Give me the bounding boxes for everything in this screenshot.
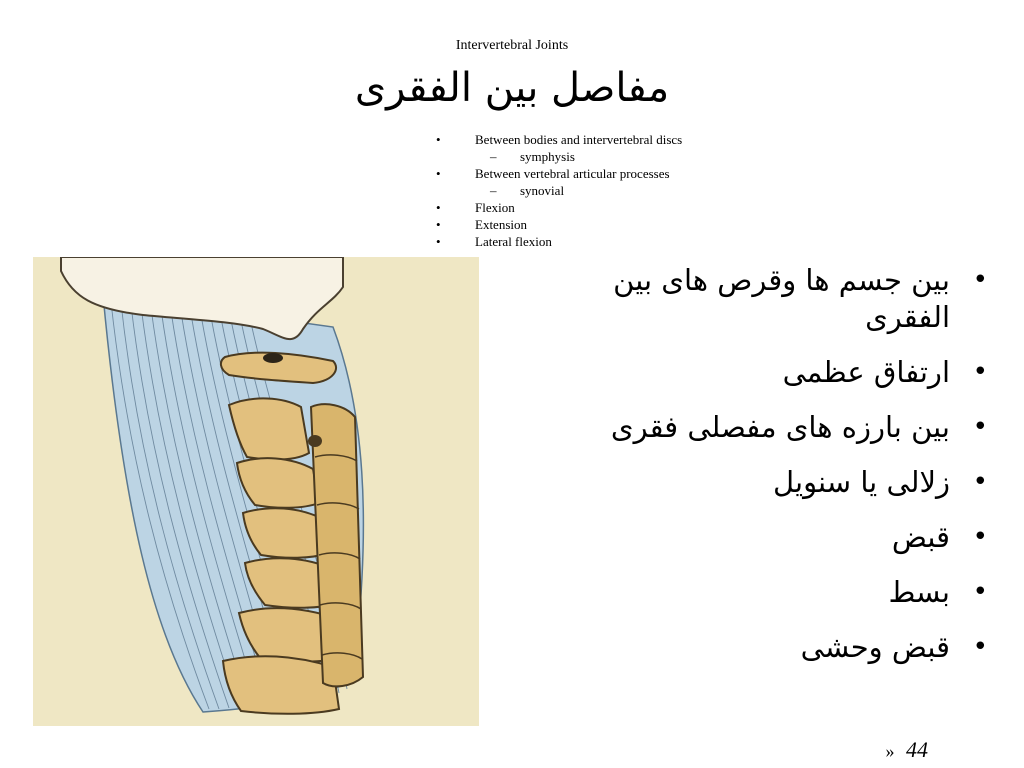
bullet-marker: • xyxy=(436,166,441,181)
list-item-text: Extension xyxy=(475,217,527,232)
list-item xyxy=(552,464,992,501)
bullet-marker: • xyxy=(436,217,441,232)
page-number: 44 xyxy=(906,737,928,762)
list-item-text: زلالی يا سنويل xyxy=(773,465,950,499)
bullet-marker: • xyxy=(436,200,441,215)
bullet-marker: • xyxy=(972,265,988,295)
bullet-marker: • xyxy=(972,632,988,662)
bullet-marker: • xyxy=(436,234,441,249)
bullet-marker: • xyxy=(972,412,988,442)
list-item xyxy=(552,409,992,446)
list-item xyxy=(552,354,992,391)
slide-subtitle: Intervertebral Joints xyxy=(455,38,569,53)
list-item-text: Flexion xyxy=(475,200,515,215)
cervical-spine-illustration xyxy=(33,257,479,726)
next-arrow-icon[interactable]: » xyxy=(885,741,895,761)
list-item-text: symphysis xyxy=(520,149,575,164)
list-item-text: قبض xyxy=(891,520,950,554)
list-item-text: Between bodies and intervertebral discs xyxy=(475,132,683,147)
foramen xyxy=(308,435,322,447)
list-item-text: قبض وحشی xyxy=(800,630,950,664)
dash-marker: – xyxy=(490,183,497,198)
list-item-text: ارتفاق عظمی xyxy=(782,355,950,389)
list-item-text: بين جسم ها وقرص های بين الفقری xyxy=(613,263,950,334)
dash-marker: – xyxy=(490,149,497,164)
bullet-marker: • xyxy=(972,357,988,387)
bullet-marker: • xyxy=(972,577,988,607)
cervical-spine-drawing xyxy=(33,257,479,726)
joint-shadow xyxy=(263,353,283,363)
bullet-marker: • xyxy=(972,467,988,497)
list-item-text: Between vertebral articular processes xyxy=(475,166,670,181)
list-item xyxy=(552,262,992,336)
list-item xyxy=(552,519,992,556)
list-item-text: synovial xyxy=(520,183,565,198)
slide-title: مفاصل بين الفقرى xyxy=(354,65,670,111)
list-item xyxy=(552,629,992,666)
bullet-marker: • xyxy=(436,132,441,147)
list-item-text: بين بارزه های مفصلی فقری xyxy=(610,410,950,444)
persian-bullet-list xyxy=(552,262,992,684)
bullet-marker: • xyxy=(972,522,988,552)
list-item xyxy=(552,574,992,611)
slide-footer xyxy=(886,736,929,765)
list-item-text: Lateral flexion xyxy=(475,234,552,249)
list-item-text: بسط xyxy=(888,575,950,609)
